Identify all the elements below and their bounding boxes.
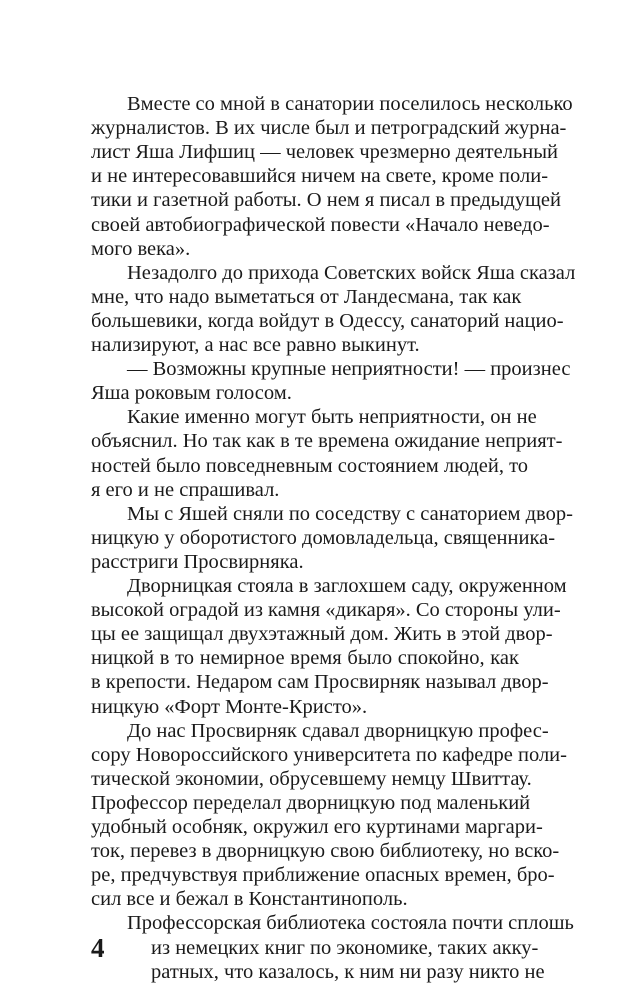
text-line-12: — Возможны крупные неприятности! — произнес xyxy=(127,358,571,381)
text-line-9: мне, что надо выметаться от Ландесмана, так как xyxy=(91,285,522,308)
text-line-20: расстриги Просвирняка. xyxy=(91,550,304,573)
text-line-11: нализируют, а нас все равно выкинут. xyxy=(91,334,420,356)
text-line-26: ницкую «Форт Монте-Кристо». xyxy=(91,695,368,718)
text-line-2: журналистов. В их числе был и петроградский журна- xyxy=(91,117,567,140)
text-line-32: ток, перевез в дворницкую свою библиотеку, но вско- xyxy=(91,840,560,863)
text-line-34: сил все и бежал в Константинополь. xyxy=(91,888,408,911)
page-number: 4 xyxy=(91,932,105,963)
text-line-4: и не интересовавшийся ничем на свете, кроме поли- xyxy=(91,165,549,188)
text-line-10: большевики, когда войдут в Одессу, санаторий нацио- xyxy=(91,309,564,332)
text-line-28: сору Новороссийского университета по кафедре поли- xyxy=(91,743,567,766)
text-line-37: ратных, что казалось, к ним ни разу никто не xyxy=(151,960,545,983)
text-line-3: лист Яша Лифшиц — человек чрезмерно деятельный xyxy=(91,141,559,164)
text-line-15: объяснил. Но так как в те времена ожидание неприят- xyxy=(91,430,563,453)
text-line-29: тической экономии, обрусевшему немцу Швиттау. xyxy=(91,767,532,790)
text-line-1: Вместе со мной в санатории поселилось несколько xyxy=(127,93,573,115)
text-line-8: Незадолго до прихода Советских войск Яша сказал xyxy=(127,261,576,284)
text-line-22: высокой оградой из камня «дикаря». Со стороны ули- xyxy=(91,599,561,622)
text-line-23: цы ее защищал двухэтажный дом. Жить в этой двор- xyxy=(91,623,553,646)
text-line-31: удобный особняк, окружил его куртинами маргари- xyxy=(91,816,543,838)
text-line-24: ницкой в то немирное время было спокойно, как xyxy=(91,647,519,670)
text-line-25: в крепости. Недаром сам Просвирняк называл двор- xyxy=(91,671,549,694)
text-line-30: Профессор переделал дворницкую под маленький xyxy=(91,791,531,814)
text-line-5: тики и газетной работы. О нем я писал в предыдущей xyxy=(91,189,561,212)
text-line-35: Профессорская библиотека состояла почти сплошь xyxy=(127,912,574,935)
text-line-33: ре, предчувствуя приближение опасных времен, бро- xyxy=(91,864,555,887)
text-line-7: мого века». xyxy=(91,237,191,260)
text-line-36: из немецких книг по экономике, таких акку- xyxy=(151,936,539,959)
text-line-6: своей автобиографической повести «Начало неведо- xyxy=(91,213,550,236)
text-line-17: я его и не спрашивал. xyxy=(91,478,280,501)
text-line-19: ницкую у оборотистого домовладельца, священника- xyxy=(91,526,556,549)
text-line-27: До нас Просвирняк сдавал дворницкую профес- xyxy=(127,719,549,742)
text-line-16: ностей было повседневным состоянием людей, то xyxy=(91,454,529,477)
text-line-13: Яша роковым голосом. xyxy=(91,382,292,405)
text-line-14: Какие именно могут быть неприятности, он не xyxy=(127,406,537,429)
text-line-21: Дворницкая стояла в заглохшем саду, окруженном xyxy=(127,575,567,597)
text-line-18: Мы с Яшей сняли по соседству с санаторием двор- xyxy=(127,502,573,525)
